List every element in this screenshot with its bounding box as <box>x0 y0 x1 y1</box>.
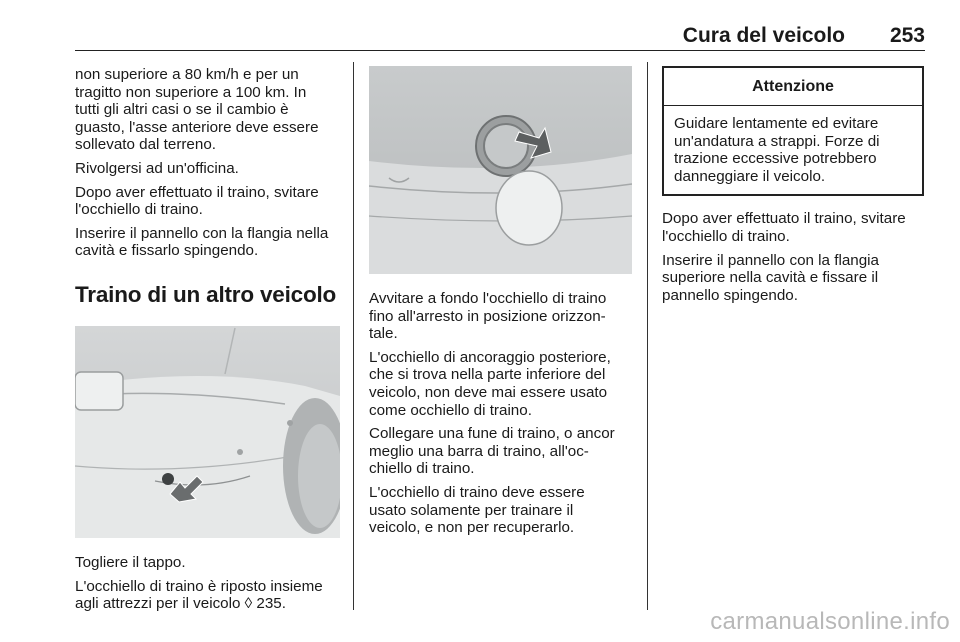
section-title: Cura del veicolo <box>682 24 845 47</box>
warning-box <box>662 66 924 196</box>
paragraph: Inserire il pannello con la flangia nella cavità e fissarlo spingendo. <box>75 224 329 260</box>
warning-title: Attenzione <box>664 68 922 106</box>
column-divider <box>353 62 354 610</box>
watermark: carmanualsonline.info <box>710 608 950 635</box>
paragraph: Dopo aver effettuato il traino, svitare l'occhiello di traino. <box>75 183 319 219</box>
paragraph: Inserire il pannello con la flangia superiore nella cavità e fissare il pannello spingendo. <box>662 251 879 304</box>
rear-bumper-illustration <box>75 326 340 538</box>
paragraph: non superiore a 80 km/h e per un tragitto non superiore a 100 km. In tutti gli altri casi o se il cambio è guasto, l'asse anteriore deve essere sollevato dal terreno. <box>75 66 319 154</box>
page-number: 253 <box>889 24 925 47</box>
warning-body: Guidare lentamente ed evitare un'andatura a strappi. Forze di trazione eccessive potrebbero danneggiare il veicolo. <box>674 115 880 185</box>
column-left <box>75 66 345 619</box>
paragraph: Dopo aver effettuato il traino, svitare l'occhiello di traino. <box>662 210 906 245</box>
column-middle <box>369 66 634 543</box>
towing-eye-illustration <box>369 66 632 274</box>
paragraph: L'occhiello di traino è riposto insieme agli attrezzi per il veicolo ◊ 235. <box>75 577 323 613</box>
column-right <box>662 66 926 310</box>
paragraph: Togliere il tappo. <box>75 553 186 571</box>
page-header <box>75 22 925 51</box>
paragraph: Avvitare a fondo l'occhiello di traino fino all'arresto in posizione orizzon- tale. <box>369 290 607 343</box>
section-heading: Traino di un altro veicolo <box>75 281 337 307</box>
column-divider <box>647 62 648 610</box>
paragraph: L'occhiello di ancoraggio posteriore, che si trova nella parte inferiore del veicolo, non deve mai essere usato come occhiello di traino. <box>369 348 611 419</box>
paragraph: Collegare una fune di traino, o ancor meglio una barra di traino, all'oc- chiello di traino. <box>369 425 615 478</box>
paragraph: Rivolgersi ad un'officina. <box>75 159 239 177</box>
paragraph: L'occhiello di traino deve essere usato solamente per trainare il veicolo, e non per recuperarlo. <box>369 483 585 537</box>
